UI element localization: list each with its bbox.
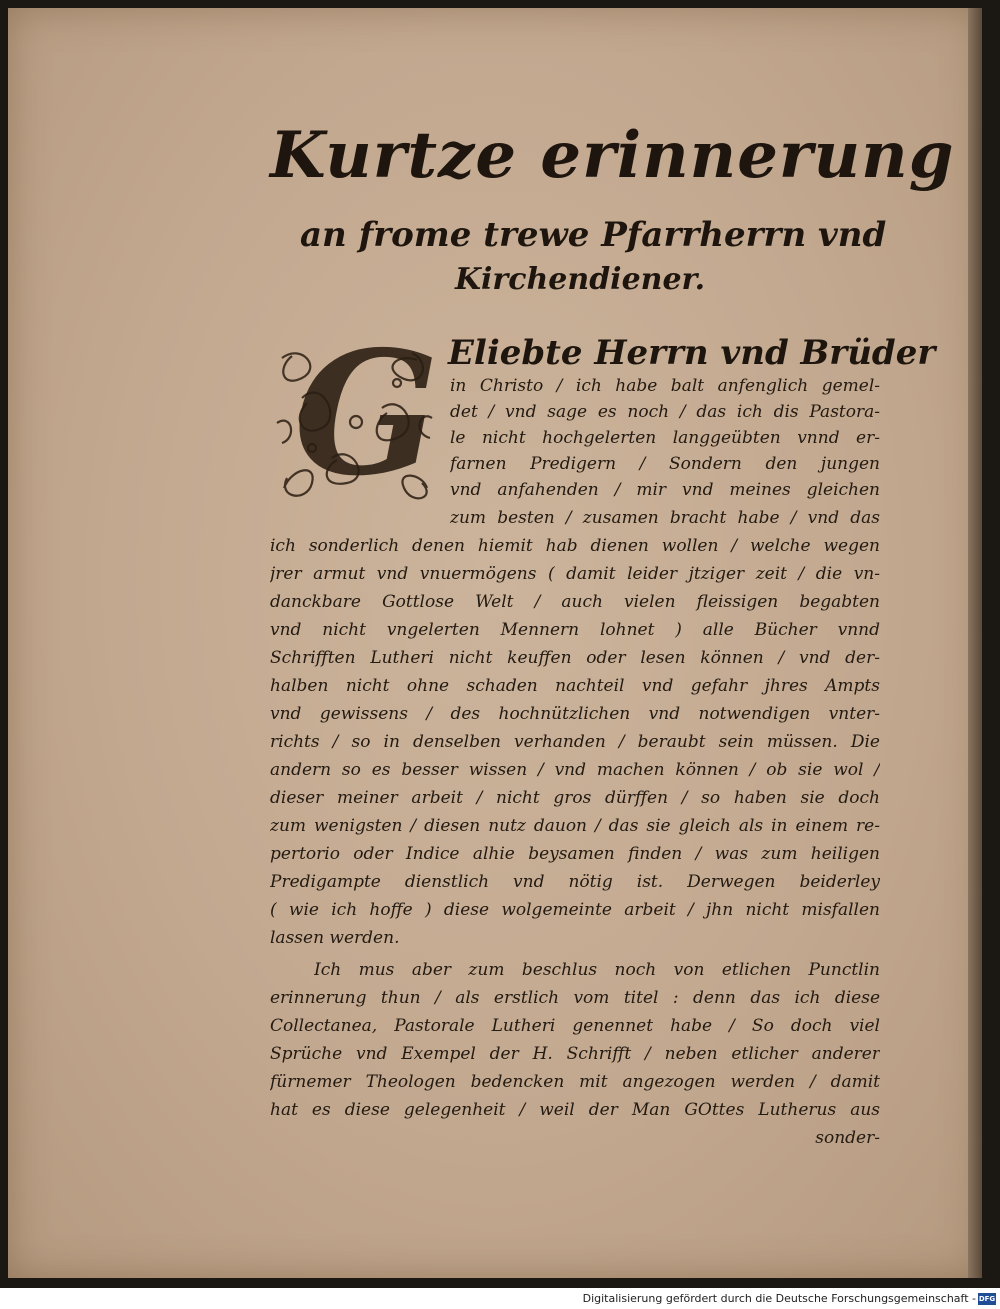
page-subtitle-line2: Kirchendiener. xyxy=(454,262,706,297)
text-line: Ich mus aber zum beschlus noch von etlichen Punctlin xyxy=(314,960,880,980)
text-line: jrer armut vnd vnuermögens ( damit leider jtziger zeit / die vn- xyxy=(270,564,880,584)
text-line: zum wenigsten / diesen nutz dauon / das sie gleich als in einem re- xyxy=(270,816,880,836)
page-title: Kurtze erinnerung xyxy=(270,118,955,193)
text-line: pertorio oder Indice alhie beysamen finden / was zum heiligen xyxy=(270,844,880,864)
first-line-heading: Eliebte Herrn vnd Brüder xyxy=(448,333,936,373)
text-line: halben nicht ohne schaden nachteil vnd gefahr jhres Ampts xyxy=(270,676,880,696)
text-line: Schrifften Lutheri nicht keuffen oder lesen können / vnd der- xyxy=(270,648,880,668)
text-line: erinnerung thun / als erstlich vom titel : denn das ich diese xyxy=(270,988,880,1008)
text-line: fürnemer Theologen bedencken mit angezogen werden / damit xyxy=(270,1072,880,1092)
text-line: ( wie ich hoffe ) diese wolgemeinte arbeit / jhn nicht misfallen xyxy=(270,900,880,920)
page-edge xyxy=(968,8,982,1278)
text-line: Sprüche vnd Exempel der H. Schrifft / neben etlicher anderer xyxy=(270,1044,880,1064)
text-line: vnd nicht vngelerten Mennern lohnet ) alle Bücher vnnd xyxy=(270,620,880,640)
text-line: Collectanea, Pastorale Lutheri genennet habe / So doch viel xyxy=(270,1016,880,1036)
catchword: sonder- xyxy=(815,1128,880,1148)
text-line: zum besten / zusamen bracht habe / vnd das xyxy=(450,508,880,528)
text-line: ich sonderlich denen hiemit hab dienen wollen / welche wegen xyxy=(270,536,880,556)
text-line: farnen Predigern / Sondern den jungen xyxy=(450,454,880,474)
text-line: le nicht hochgelerten langgeübten vnnd er- xyxy=(450,428,880,448)
text-line: richts / so in denselben verhanden / beraubt sein müssen. Die xyxy=(270,732,880,752)
text-line: det / vnd sage es noch / das ich dis Pastora- xyxy=(450,402,880,422)
digitization-credit: Digitalisierung gefördert durch die Deutsche Forschungsgemeinschaft - xyxy=(582,1292,976,1305)
initial-letter: G xyxy=(294,314,440,514)
dfg-logo: DFG xyxy=(978,1295,996,1303)
text-line: lassen werden. xyxy=(270,928,400,948)
text-line: in Christo / ich habe balt anfenglich gemel- xyxy=(450,376,880,396)
text-line: vnd anfahenden / mir vnd meines gleichen xyxy=(450,480,880,500)
text-line: dieser meiner arbeit / nicht gros dürffen / so haben sie doch xyxy=(270,788,880,808)
text-line: Predigampte dienstlich vnd nötig ist. Derwegen beiderley xyxy=(270,872,880,892)
decorated-initial xyxy=(272,314,440,514)
text-line: danckbare Gottlose Welt / auch vielen fleissigen begabten xyxy=(270,592,880,612)
page-subtitle-line1: an frome trewe Pfarrherrn vnd xyxy=(300,215,887,255)
text-line: hat es diese gelegenheit / weil der Man GOttes Lutherus aus xyxy=(270,1100,880,1120)
text-line: andern so es besser wissen / vnd machen können / ob sie wol / xyxy=(270,760,880,780)
text-line: vnd gewissens / des hochnützlichen vnd notwendigen vnter- xyxy=(270,704,880,724)
